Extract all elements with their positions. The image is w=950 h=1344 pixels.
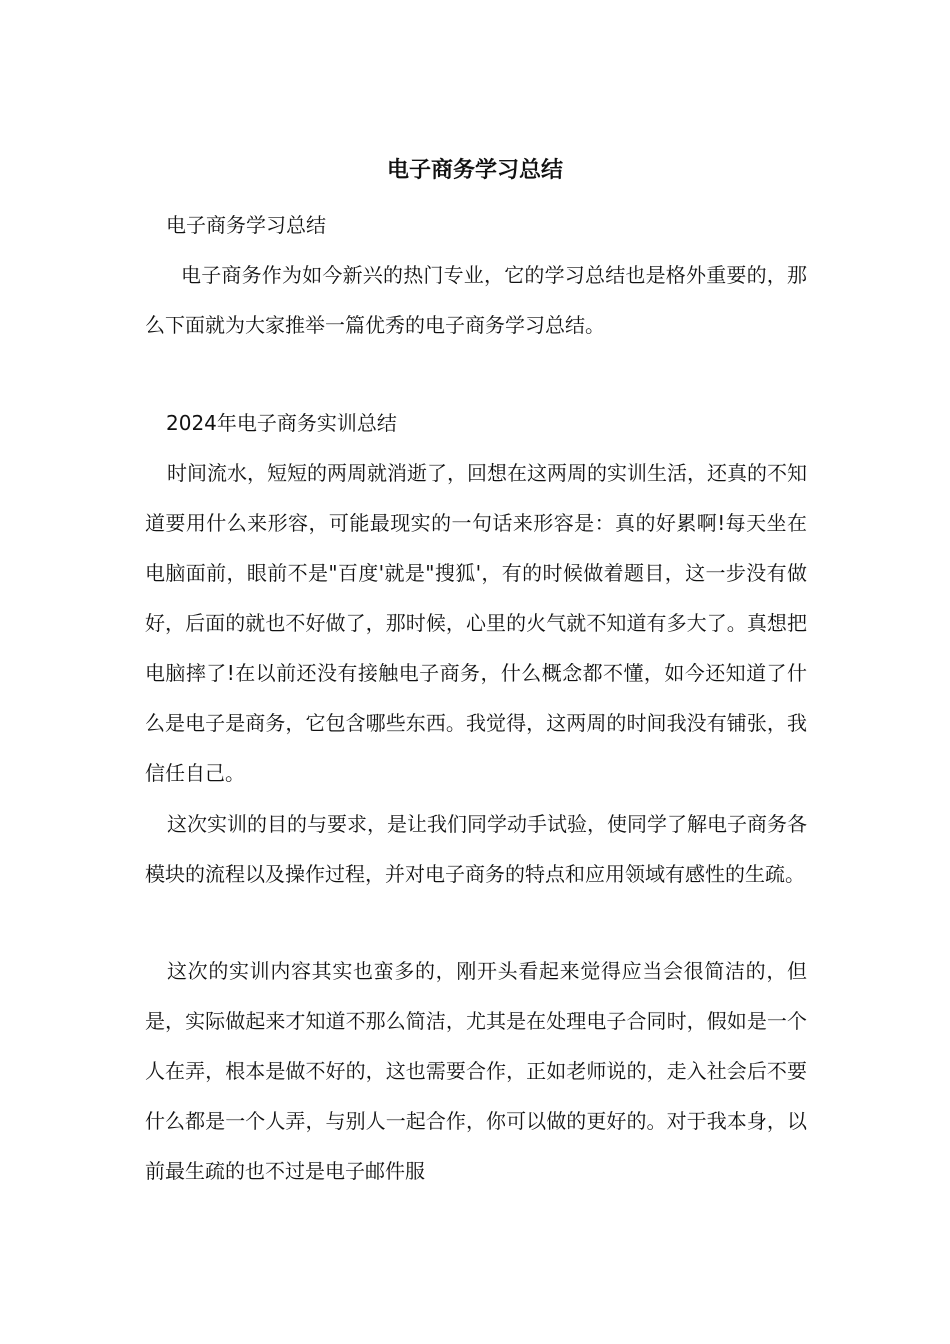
document-subtitle: 电子商务学习总结	[166, 213, 326, 237]
intro-paragraph: 电子商务作为如今新兴的热门专业，它的学习总结也是格外重要的，那么下面就为大家推举一篇优秀的电子商务学习总结。	[145, 263, 807, 337]
document-title: 电子商务学习总结	[386, 158, 563, 183]
body-paragraph: 时间流水，短短的两周就消逝了，回想在这两周的实训生活，还真的不知道要用什么来形容，可能最现实的一句话来形容是：真的好累啊!每天坐在电脑面前，眼前不是"百度'就是"搜狐'，有的时候做着题目，这一步没有做好，后面的就也不好做了，那时候，心里的火气就不知道有多大了。真想把电脑摔了!在以前还没有接触电子商务，什么概念都不懂，如今还知道了什么是电子是商务，它包含哪些东西。我觉得，这两周的时间我没有铺张，我信任自己。	[145, 461, 807, 785]
body-paragraph: 这次实训的目的与要求，是让我们同学动手试验，使同学了解电子商务各模块的流程以及操作过程，并对电子商务的特点和应用领域有感性的生疏。	[145, 812, 807, 886]
section-heading: 2024年电子商务实训总结	[166, 411, 397, 435]
body-paragraph: 这次的实训内容其实也蛮多的，刚开头看起来觉得应当会很简洁的，但是，实际做起来才知道不那么简洁，尤其是在处理电子合同时，假如是一个人在弄，根本是做不好的，这也需要合作，正如老师说的，走入社会后不要什么都是一个人弄，与别人一起合作，你可以做的更好的。对于我本身，以前最生疏的也不过是电子邮件服	[145, 959, 807, 1183]
